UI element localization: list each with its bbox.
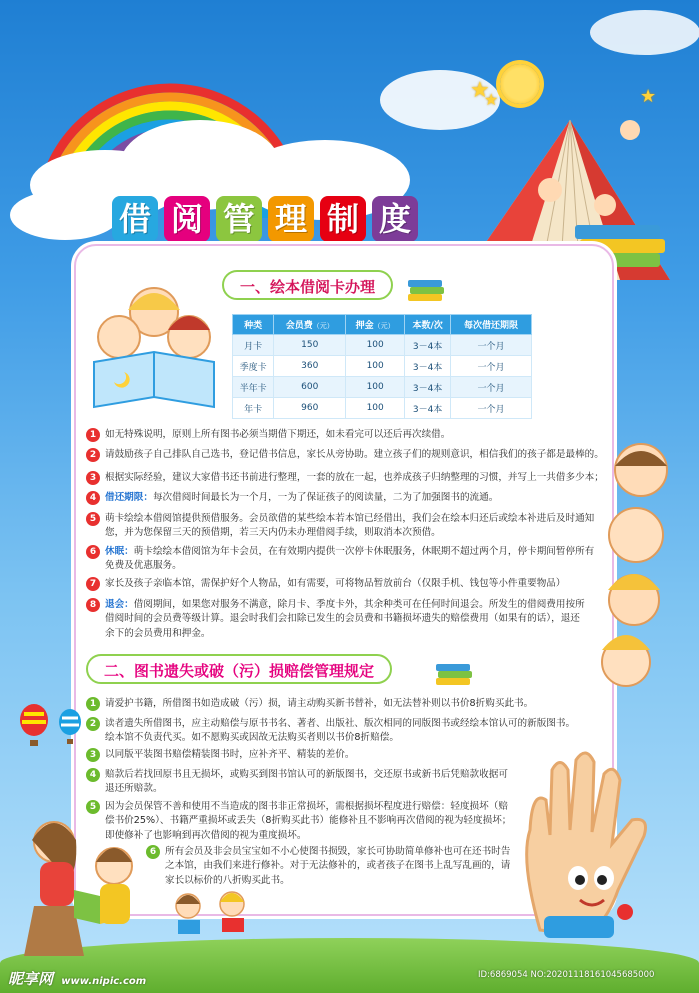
table-cell: 年卡 <box>233 398 274 419</box>
item-body: 如无特殊说明，原则上所有图书必须当期借下期还，如未看完可以还后再次续借。 <box>105 429 451 440</box>
item-text <box>105 512 598 541</box>
header-label: 会员费 <box>285 321 313 331</box>
reading-kids-illustration <box>84 282 224 412</box>
list-item <box>86 512 598 541</box>
item-body: 家长及孩子亲临本馆，需保护好个人物品，如有需要，可将物品暂放前台（仅限手机、钱包等小件重要物品） <box>105 578 566 589</box>
table-row <box>233 398 532 419</box>
table-cell: 3－4本 <box>405 356 451 377</box>
item-text <box>105 428 596 442</box>
section-heading-card <box>222 270 393 300</box>
item-keyword: 休眠： <box>105 546 134 557</box>
list-item <box>86 428 596 442</box>
item-body: 借阅期间，如果您对服务不满意，除月卡、季度卡外，其余种类可在任何时间退会。所发生的借阅费用按所借阅时间的会员费等级计算。退会时我们会扣除已发生的会员费和书籍损坏遗失的赔偿费用（如果有的话），退还余下的会员费用和押金。 <box>105 599 585 639</box>
item-number: 1 <box>86 697 100 711</box>
item-body: 赔款后若找回原书且无损坏，或购买到图书馆认可的新版图书，交还原书或新书后凭赔款收据可退还所赔款。 <box>105 769 508 795</box>
table-cell: 3－4本 <box>405 377 451 398</box>
item-keyword: 退会： <box>105 599 134 610</box>
item-number: 1 <box>86 428 100 442</box>
item-number: 2 <box>86 448 100 462</box>
list-item <box>86 697 596 711</box>
table-cell: 3－4本 <box>405 398 451 419</box>
item-text <box>105 800 516 843</box>
header-label: 每次借还期限 <box>464 321 519 331</box>
table-row <box>233 356 532 377</box>
item-number: 6 <box>86 545 100 559</box>
table-row <box>233 335 532 356</box>
hand-mascot-illustration <box>500 740 670 940</box>
table-header-cell <box>274 315 346 335</box>
star-icon: ★ <box>470 78 490 103</box>
item-text <box>105 491 596 505</box>
item-text <box>165 845 518 888</box>
kids-reading-illustration <box>166 890 256 950</box>
table-cell: 半年卡 <box>233 377 274 398</box>
list-item <box>86 491 596 505</box>
table-cell: 一个月 <box>451 356 532 377</box>
mother-child-reading-illustration <box>14 806 164 956</box>
item-body: 以同版平装图书赔偿精装图书时，应补齐平、精装的差价。 <box>105 749 355 760</box>
header-unit: （元） <box>312 322 334 330</box>
list-item <box>86 448 611 462</box>
star-icon: ★ <box>640 86 657 107</box>
watermark-id: ID:6869054 NO:20201118161045685000 <box>478 970 655 980</box>
star-icon: ★ <box>484 90 499 109</box>
header-label: 种类 <box>244 321 263 331</box>
table-cell: 100 <box>346 335 405 356</box>
table-cell: 一个月 <box>451 377 532 398</box>
item-body: 请鼓励孩子自己排队自己选书，登记借书信息，家长从旁协助。建立孩子们的规则意识，相信我们的孩子都是最棒的。 <box>105 449 604 460</box>
item-body: 读者遗失所借图书，应主动赔偿与原书书名、著者、出版社、版次相同的同版图书或经绘本馆认可的新版图书。绘本馆不负责代买。如不愿购买或因故无法购买者则以书价8折赔偿。 <box>105 718 576 744</box>
table-cell: 150 <box>274 335 346 356</box>
header-label: 押金 <box>355 321 374 331</box>
table-cell: 100 <box>346 377 405 398</box>
sun-icon <box>500 64 540 104</box>
list-item <box>86 545 598 574</box>
title-char: 阅 <box>164 196 210 242</box>
table-header-row <box>233 315 532 335</box>
item-text <box>105 768 516 797</box>
book-stack-icon <box>406 276 446 306</box>
list-item <box>86 768 516 797</box>
item-text <box>105 598 586 641</box>
table-row <box>233 377 532 398</box>
item-number: 3 <box>86 471 100 485</box>
item-keyword: 借还期限： <box>105 492 153 503</box>
cloud <box>10 190 120 240</box>
book-stack-icon <box>434 660 474 690</box>
item-text <box>105 471 611 485</box>
item-number: 4 <box>86 491 100 505</box>
item-body: 所有会员及非会员宝宝如不小心使图书损毁，家长可协助简单修补也可在还书时告之本馆，由我们来进行修补。对于无法修补的，或者孩子在图书上乱写乱画的，请家长以标价的八折购买此书。 <box>165 846 511 886</box>
item-text <box>105 448 611 462</box>
item-body: 因为会员保管不善和使用不当造成的图书非正常损坏，需根据损坏程度进行赔偿：轻度损坏（赔偿书价25%）、书籍严重损坏或丢失（8折购买此书）能修补且不影响再次借阅的视为轻度损坏；即使修补了也影响到再次借阅的视为重度损坏。 <box>105 801 512 841</box>
list-item <box>146 845 518 888</box>
title-char: 借 <box>112 196 158 242</box>
cloud <box>590 10 699 55</box>
list-item <box>86 598 586 641</box>
table-cell: 960 <box>274 398 346 419</box>
item-number: 5 <box>86 800 100 814</box>
title-char: 制 <box>320 196 366 242</box>
header-label: 本数/次 <box>412 321 443 331</box>
header-unit: （元） <box>373 322 395 330</box>
watermark-url: www.nipic.com <box>61 976 147 987</box>
title-char: 管 <box>216 196 262 242</box>
title-char: 理 <box>268 196 314 242</box>
table-cell: 月卡 <box>233 335 274 356</box>
table-header-cell <box>451 315 532 335</box>
table-cell: 360 <box>274 356 346 377</box>
item-number: 4 <box>86 768 100 782</box>
watermark-logo <box>8 968 146 989</box>
item-text <box>105 577 598 591</box>
table-cell: 一个月 <box>451 398 532 419</box>
item-number: 8 <box>86 598 100 612</box>
fee-table <box>232 314 532 419</box>
page-title <box>112 196 418 242</box>
hot-air-balloon-illustration <box>18 702 84 758</box>
item-body: 请爱护书籍，所借图书如造成破（污）损，请主动购买新书替补，如无法替补则以书价8折购买此书。 <box>105 698 534 709</box>
table-header-cell <box>346 315 405 335</box>
list-item <box>86 471 611 485</box>
table-cell: 一个月 <box>451 335 532 356</box>
item-body: 每次借阅时间最长为一个月，一为了保证孩子的阅读量，二为了加强图书的流通。 <box>152 492 499 503</box>
item-number: 2 <box>86 717 100 731</box>
item-body: 萌卡绘绘本借阅馆为年卡会员，在有效期内提供一次停卡休眠服务，休眠期不超过两个月，停卡期间暂停所有免费及优惠服务。 <box>105 546 595 572</box>
item-body: 根据实际经验，建议大家借书还书前进行整理，一套的放在一起，也养成孩子归纳整理的习惯，并写上一共借多少本； <box>105 472 604 483</box>
item-text <box>105 697 596 711</box>
item-number: 3 <box>86 748 100 762</box>
title-char: 度 <box>372 196 418 242</box>
item-text <box>105 545 598 574</box>
table-cell: 季度卡 <box>233 356 274 377</box>
table-cell: 3－4本 <box>405 335 451 356</box>
table-cell: 100 <box>346 356 405 377</box>
table-header-cell <box>405 315 451 335</box>
item-number: 7 <box>86 577 100 591</box>
list-item <box>86 577 598 591</box>
item-number: 5 <box>86 512 100 526</box>
section-heading-text: 二、图书遗失或破（污）损赔偿管理规定 <box>104 662 375 680</box>
table-header-cell <box>233 315 274 335</box>
section-heading-card <box>86 654 392 684</box>
watermark-logo-text: 昵享网 <box>8 970 54 988</box>
item-body: 萌卡绘绘本借阅馆提供预借服务。会员欲借的某些绘本若本馆已经借出，我们会在绘本归还后或绘本补进后及时通知您，并为您保留三天的预借期，若三天内仍未办理借阅手续，则取消本次预借。 <box>105 513 595 539</box>
item-number: 6 <box>146 845 160 859</box>
table-cell: 100 <box>346 398 405 419</box>
section-heading-text: 一、绘本借阅卡办理 <box>240 278 376 296</box>
table-cell: 600 <box>274 377 346 398</box>
